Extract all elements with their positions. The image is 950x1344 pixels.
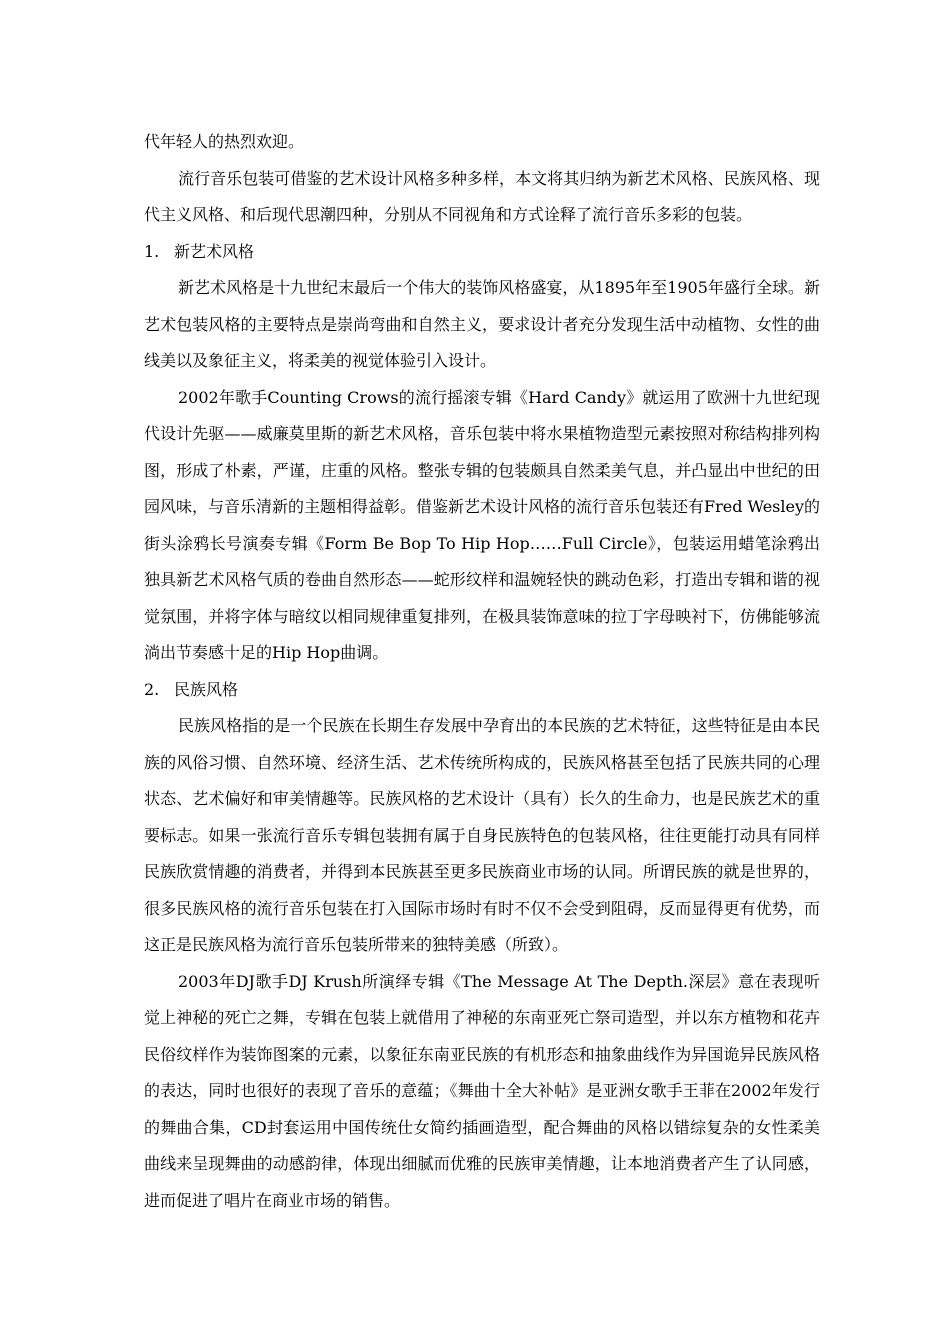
section-title: 新艺术风格	[174, 241, 255, 261]
section-title: 民族风格	[174, 679, 239, 699]
section-heading-2	[144, 672, 820, 709]
section-heading-1	[144, 234, 820, 271]
paragraph-continuation: 代年轻人的热烈欢迎。	[144, 132, 305, 151]
paragraph-art-nouveau-examples: 2002年歌手Counting Crows的流行摇滚专辑《Hard Candy》就运用了欧洲十九世纪现代设计先驱——威廉莫里斯的新艺术风格，音乐包装中将水果植物造型元素按照对称结构排列构图，形成了朴素，严谨，庄重的风格。整张专辑的包装颇具自然柔美气息，并凸显出中世纪的田园风味，与音乐清新的主题相得益彰。借鉴新艺术设计风格的流行音乐包装还有Fred Wesley的街头涂鸦长号演奏专辑《Form Be Bop To Hip Hop……Full Circle》，包装运用蜡笔涂鸦出独具新艺术风格气质的卷曲自然形态——蛇形纹样和温婉轻快的跳动色彩，打造出专辑和谐的视觉氛围，并将字体与暗纹以相同规律重复排列，在极具装饰意味的拉丁字母映衬下，仿佛能够流淌出节奏感十足的Hip Hop曲调。	[144, 387, 820, 662]
section-number: 2.	[144, 679, 160, 699]
paragraph-ethnic-examples: 2003年DJ歌手DJ Krush所演绎专辑《The Message At The Depth.深层》意在表现听觉上神秘的死亡之舞，专辑在包装上就借用了神秘的东南亚死亡祭司造型，并以东方植物和花卉民俗纹样作为装饰图案的元素，以象征东南亚民族的有机形态和抽象曲线作为异国诡异民族风格的表达，同时也很好的表现了音乐的意蕴；《舞曲十全大补帖》是亚洲女歌手王菲在2002年发行的舞曲合集，CD封套运用中国传统仕女简约插画造型，配合舞曲的风格以错综复杂的女性柔美曲线来呈现舞曲的动感韵律，体现出细腻而优雅的民族审美情趣，让本地消费者产生了认同感，进而促进了唱片在商业市场的销售。	[144, 971, 820, 1210]
paragraph-art-nouveau-definition: 新艺术风格是十九世纪末最后一个伟大的装饰风格盛宴，从1895年至1905年盛行全球。新艺术包装风格的主要特点是崇尚弯曲和自然主义，要求设计者充分发现生活中动植物、女性的曲线美以及象征主义，将柔美的视觉体验引入设计。	[144, 278, 820, 370]
section-number: 1.	[144, 241, 160, 261]
paragraph-intro: 流行音乐包装可借鉴的艺术设计风格多种多样，本文将其归纳为新艺术风格、民族风格、现代主义风格、和后现代思潮四种，分别从不同视角和方式诠释了流行音乐多彩的包装。	[144, 168, 820, 224]
document-body	[144, 124, 820, 1219]
paragraph-ethnic-definition: 民族风格指的是一个民族在长期生存发展中孕育出的本民族的艺术特征，这些特征是由本民族的风俗习惯、自然环境、经济生活、艺术传统所构成的，民族风格甚至包括了民族共同的心理状态、艺术偏好和审美情趣等。民族风格的艺术设计（具有）长久的生命力，也是民族艺术的重要标志。如果一张流行音乐专辑包装拥有属于自身民族特色的包装风格，往往更能打动具有同样民族欣赏情趣的消费者，并得到本民族甚至更多民族商业市场的认同。所谓民族的就是世界的，很多民族风格的流行音乐包装在打入国际市场时有时不仅不会受到阻碍，反而显得更有优势，而这正是民族风格为流行音乐包装所带来的独特美感（所致）。	[144, 716, 820, 954]
